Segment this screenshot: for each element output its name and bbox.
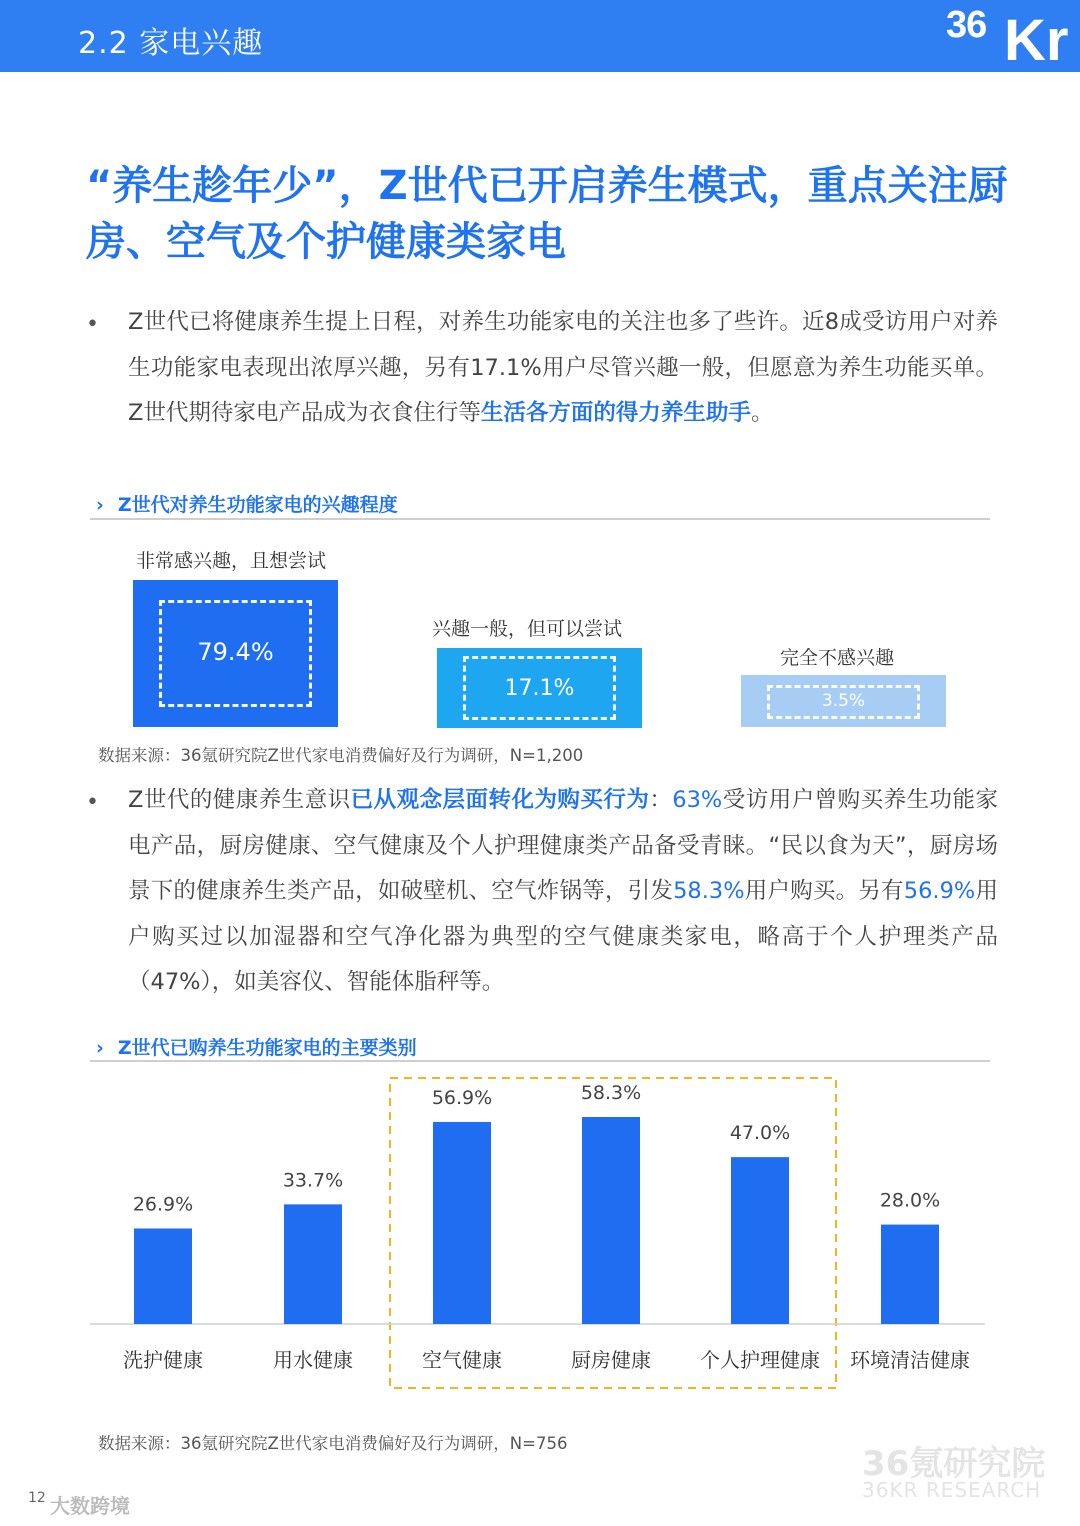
section-heading: 2.2 家电兴趣: [78, 26, 264, 61]
interest-label-high: 非常感兴趣，且想尝试: [136, 550, 327, 572]
chevron-right-icon: ›: [96, 1037, 104, 1059]
section-title-categories: [96, 1033, 417, 1060]
highlight-number: 56.9%: [903, 878, 976, 904]
interest-label-none: 完全不感兴趣: [780, 647, 895, 669]
category-label: 环境清洁健康: [850, 1348, 970, 1372]
bar-4: [582, 1117, 640, 1324]
highlight-number: 58.3%: [673, 878, 745, 904]
category-label: 洗护健康: [123, 1348, 203, 1372]
category-label: 厨房健康: [571, 1348, 651, 1372]
bar-value-label: 58.3%: [580, 1082, 642, 1104]
interest-box-mid: [437, 648, 642, 728]
paragraph-text-end: 。: [750, 400, 774, 426]
paragraph-purchase: [128, 778, 998, 1006]
bar-6: [881, 1225, 939, 1324]
bar-value-label: 47.0%: [729, 1122, 791, 1145]
paragraph-text: Z世代的健康养生意识: [128, 787, 351, 813]
bullet-dot: •: [86, 312, 99, 337]
data-source-2: 数据来源：36氪研究院Z世代家电消费偏好及行为调研，N=756: [98, 1434, 568, 1453]
page-headline: “养生趁年少”，Z世代已开启养生模式，重点关注厨房、空气及个护健康类家电: [86, 163, 1008, 265]
bullet-dot: •: [86, 790, 99, 815]
paragraph-highlight: 生活各方面的得力养生助手: [480, 400, 751, 426]
page-number: 12: [28, 1490, 46, 1506]
category-label: 用水健康: [273, 1348, 353, 1372]
interest-value-none: 3.5%: [821, 691, 866, 711]
category-label: 个人护理健康: [700, 1348, 820, 1372]
interest-box-high: [133, 580, 338, 727]
bar-2: [284, 1204, 342, 1324]
bar-value-label: 28.0%: [879, 1189, 941, 1212]
category-label: 空气健康: [422, 1348, 502, 1372]
bar-value-label: 33.7%: [282, 1169, 344, 1192]
bar-5: [731, 1157, 789, 1324]
interest-box-none: [741, 675, 946, 727]
highlight-number: 63%: [672, 787, 723, 813]
watermark-en: 36KR RESEARCH: [862, 1478, 1042, 1502]
paragraph-interest: [128, 300, 998, 437]
category-bar-chart: [0, 1060, 1080, 1400]
logo-letters: Kr: [1004, 8, 1069, 73]
paragraph-text: ：: [649, 787, 673, 813]
section-title-interest: [96, 490, 398, 517]
brand-logo: [946, 0, 1080, 72]
data-source-1: 数据来源：36氪研究院Z世代家电消费偏好及行为调研，N=1,200: [98, 746, 584, 765]
paragraph-text: 受访用户曾购买养生功能家电产品，厨房健康、空气健康及个人护理健康类产品备受青睐。“民以食为天”，厨房场景下的健康养生类产品，如破壁机、空气炸锅等，引发: [128, 787, 998, 904]
section-divider: [90, 518, 990, 520]
logo-number: 36: [946, 4, 987, 46]
page-header: [0, 0, 1080, 72]
section-title-text: Z世代已购养生功能家电的主要类别: [117, 1037, 417, 1059]
interest-label-mid: 兴趣一般，但可以尝试: [432, 618, 623, 640]
interest-value-high: 79.4%: [197, 638, 274, 666]
interest-value-mid: 17.1%: [504, 676, 575, 701]
paragraph-text: 用户购买过以加湿器和空气净化器为典型的空气健康类家电，略高于个人护理类产品（47%），如美容仪、智能体脂秤等。: [128, 878, 998, 995]
watermark-cn: 36氪研究院: [862, 1444, 1046, 1484]
corner-watermark: 大数跨境: [50, 1494, 130, 1518]
paragraph-text: Z世代已将健康养生提上日程，对养生功能家电的关注也多了些许。近8成受访用户对养生功能家电表现出浓厚兴趣，另有17.1%用户尽管兴趣一般，但愿意为养生功能买单。Z世代期待家电产品成为衣食住行等: [128, 309, 998, 426]
bar-value-label: 26.9%: [132, 1193, 194, 1216]
paragraph-highlight: 已从观念层面转化为购买行为: [350, 787, 650, 813]
bar-1: [134, 1228, 192, 1324]
bar-value-label: 56.9%: [431, 1086, 493, 1109]
chevron-right-icon: ›: [96, 494, 104, 516]
bar-3: [433, 1122, 491, 1324]
section-title-text: Z世代对养生功能家电的兴趣程度: [117, 494, 398, 516]
paragraph-text: 用户购买。另有: [744, 878, 904, 904]
